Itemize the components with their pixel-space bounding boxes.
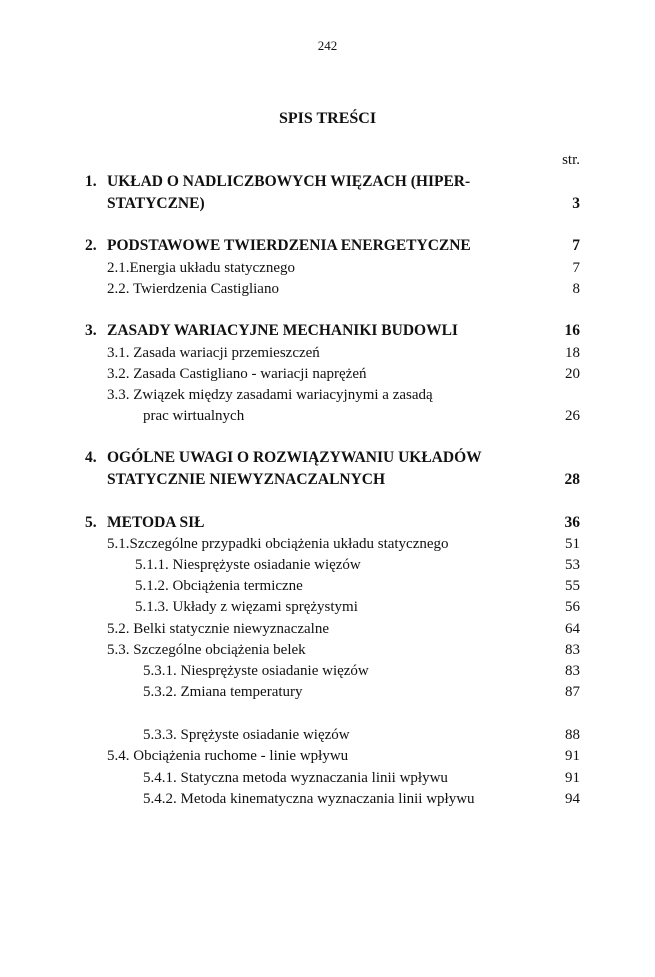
entry-page: 83 bbox=[565, 642, 580, 658]
entry-title: prac wirtualnych bbox=[143, 408, 245, 424]
entry-title: 2.1.Energia układu statycznego bbox=[107, 260, 295, 276]
entry-title: 5.3.2. Zmiana temperatury bbox=[143, 684, 303, 700]
chapter-number: 2. bbox=[85, 237, 97, 254]
toc-entry[interactable] bbox=[0, 384, 655, 406]
toc-entry[interactable] bbox=[0, 278, 655, 300]
chapter-title: PODSTAWOWE TWIERDZENIA ENERGETYCZNE bbox=[107, 237, 471, 254]
page-title: SPIS TREŚCI bbox=[278, 110, 377, 127]
entry-page: 8 bbox=[572, 281, 580, 297]
toc-chapter[interactable] bbox=[0, 235, 655, 257]
toc-chapter[interactable] bbox=[0, 512, 655, 534]
entry-title: 5.4.2. Metoda kinematyczna wyznaczania linii wpływu bbox=[143, 791, 475, 807]
chapter-number: 5. bbox=[85, 514, 97, 531]
entry-page: 83 bbox=[565, 663, 580, 679]
entry-title: 2.2. Twierdzenia Castigliano bbox=[107, 281, 279, 297]
entry-page: 91 bbox=[565, 770, 580, 786]
entry-title: 5.3.1. Niesprężyste osiadanie więzów bbox=[143, 663, 369, 679]
toc-entry[interactable] bbox=[0, 554, 655, 576]
toc-entry[interactable] bbox=[0, 639, 655, 661]
entry-page: 51 bbox=[565, 536, 580, 552]
entry-page: 87 bbox=[565, 684, 580, 700]
entry-title: 3.3. Związek między zasadami wariacyjnymi a zasadą bbox=[107, 387, 433, 403]
entry-title: 5.4.1. Statyczna metoda wyznaczania linii wpływu bbox=[143, 770, 448, 786]
chapter-title: ZASADY WARIACYJNE MECHANIKI BUDOWLI bbox=[107, 322, 458, 339]
toc-entry[interactable] bbox=[0, 618, 655, 640]
entry-title: 5.1.2. Obciążenia termiczne bbox=[135, 578, 303, 594]
entry-title: 5.2. Belki statycznie niewyznaczalne bbox=[107, 621, 329, 637]
toc-entry[interactable] bbox=[0, 533, 655, 555]
chapter-title: STATYCZNE) bbox=[107, 195, 205, 212]
toc-entry[interactable] bbox=[0, 788, 655, 810]
toc-entry[interactable] bbox=[0, 724, 655, 746]
entry-page: 7 bbox=[572, 260, 580, 276]
chapter-page: 7 bbox=[572, 237, 580, 254]
toc-chapter[interactable] bbox=[0, 320, 655, 342]
chapter-page: 36 bbox=[564, 514, 580, 531]
entry-page: 88 bbox=[565, 727, 580, 743]
entry-title: 3.1. Zasada wariacji przemieszczeń bbox=[107, 345, 320, 361]
entry-page: 91 bbox=[565, 748, 580, 764]
chapter-number: 4. bbox=[85, 449, 97, 466]
entry-title: 3.2. Zasada Castigliano - wariacji naprężeń bbox=[107, 366, 367, 382]
entry-page: 26 bbox=[565, 408, 580, 424]
entry-page: 56 bbox=[565, 599, 580, 615]
chapter-page: 28 bbox=[564, 471, 580, 488]
chapter-number: 3. bbox=[85, 322, 97, 339]
chapter-title: METODA SIŁ bbox=[107, 514, 205, 531]
entry-title: 5.1.Szczególne przypadki obciążenia układu statycznego bbox=[107, 536, 449, 552]
page-number: 242 bbox=[317, 38, 338, 53]
entry-title: 5.4. Obciążenia ruchome - linie wpływu bbox=[107, 748, 349, 764]
entry-page: 53 bbox=[565, 557, 580, 573]
toc-entry-continuation[interactable] bbox=[0, 405, 655, 427]
entry-page: 18 bbox=[565, 345, 580, 361]
toc-entry[interactable] bbox=[0, 342, 655, 364]
toc-chapter[interactable] bbox=[0, 171, 655, 193]
entry-page: 55 bbox=[565, 578, 580, 594]
page-column-label: str. bbox=[562, 152, 580, 168]
toc-chapter-continuation[interactable] bbox=[0, 193, 655, 215]
toc-entry[interactable] bbox=[0, 257, 655, 279]
entry-title: 5.3.3. Sprężyste osiadanie więzów bbox=[143, 727, 350, 743]
toc-chapter[interactable] bbox=[0, 447, 655, 469]
chapter-title: OGÓLNE UWAGI O ROZWIĄZYWANIU UKŁADÓW bbox=[107, 449, 482, 466]
chapter-title: STATYCZNIE NIEWYZNACZALNYCH bbox=[107, 471, 386, 488]
entry-title: 5.3. Szczególne obciążenia belek bbox=[107, 642, 306, 658]
toc-chapter-continuation[interactable] bbox=[0, 469, 655, 491]
chapter-page: 3 bbox=[572, 195, 580, 212]
toc-entry[interactable] bbox=[0, 660, 655, 682]
chapter-title: UKŁAD O NADLICZBOWYCH WIĘZACH (HIPER- bbox=[107, 173, 471, 190]
entry-page: 64 bbox=[565, 621, 580, 637]
toc-entry[interactable] bbox=[0, 596, 655, 618]
toc-entry[interactable] bbox=[0, 363, 655, 385]
chapter-page: 16 bbox=[564, 322, 580, 339]
toc-entry[interactable] bbox=[0, 681, 655, 703]
entry-page: 94 bbox=[565, 791, 580, 807]
toc-entry[interactable] bbox=[0, 767, 655, 789]
entry-title: 5.1.3. Układy z więzami sprężystymi bbox=[135, 599, 358, 615]
chapter-number: 1. bbox=[85, 173, 97, 190]
entry-title: 5.1.1. Niesprężyste osiadanie więzów bbox=[135, 557, 361, 573]
toc-entry[interactable] bbox=[0, 745, 655, 767]
toc-entry[interactable] bbox=[0, 575, 655, 597]
entry-page: 20 bbox=[565, 366, 580, 382]
